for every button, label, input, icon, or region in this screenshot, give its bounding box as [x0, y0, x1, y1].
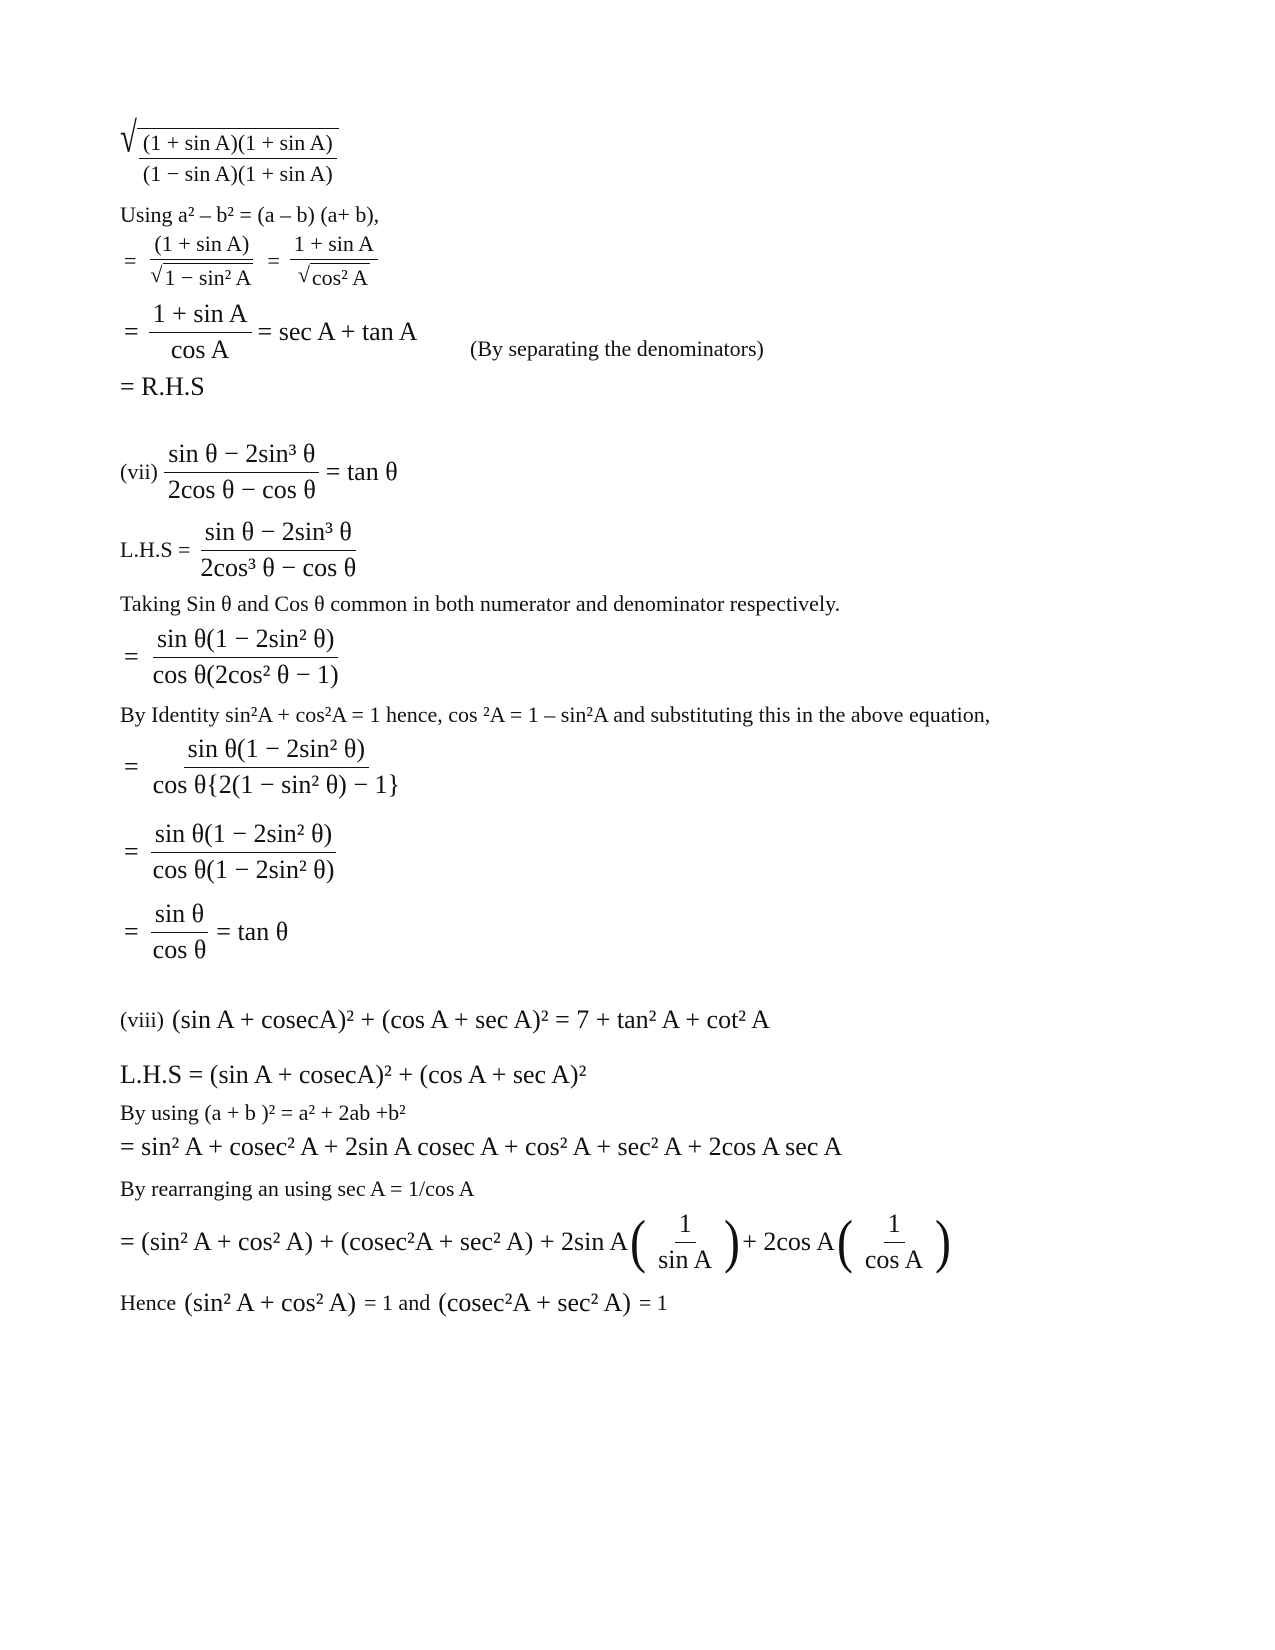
regroup-frac1-denominator: sin A	[658, 1244, 713, 1274]
vii-step3: = $\frac{\text{sin θ(1 − 2sin² θ)}}{\text{cos θ(1 − 2sin² θ)}}$	[120, 820, 344, 884]
frac2-numerator: 1 + sin A	[290, 232, 378, 260]
vii-step1: = $\frac{\text{sin θ(1 − 2sin² θ)}}{\text{cos θ(2cos² θ − 1)}}$	[120, 625, 349, 689]
rearranging-text: By rearranging an using sec A = 1/cos A	[120, 1176, 475, 1201]
vii-lhs-numerator: sin θ − 2sin³ θ	[201, 518, 356, 551]
frac1-numerator: (1 + sin A)	[150, 232, 253, 260]
vii-step2: = $\frac{\text{sin θ(1 − 2sin² θ)}}{\text{cos θ\{2(1 − sin² θ) − 1\}}}$	[120, 735, 410, 799]
viii-regroup-prefix: = (sin² A + cos² A) + (cosec²A + sec² A) + 2sin A	[120, 1227, 629, 1257]
sqrt-symbol: √	[120, 113, 137, 162]
vii-s3-denominator: cos θ(1 − 2sin² θ)	[152, 854, 335, 884]
taking-common-text: Taking Sin θ and Cos θ common in both numerator and denominator respectively.	[120, 591, 841, 616]
viii-question: (sin A + cosecA)² + (cos A + sec A)² = 7 + tan² A + cot² A	[172, 1005, 770, 1034]
hence-label: Hence	[120, 1290, 177, 1315]
viii-regroup: = (sin² A + cos² A) + (cosec²A + sec² A) + 2sin A ( $\frac{1}{\text{sin A}}$ ) + 2cos A ( $\frac{1}{\text{cos A}}$ )	[120, 1208, 952, 1275]
step-sec-tan: = $\frac{\text{1 + sin A}}{\text{cos A}}$ = sec A + tan A	[124, 299, 418, 364]
vii-s2-denominator: cos θ{2(1 − sin² θ) − 1}	[152, 769, 400, 799]
viii-expanded: = sin² A + cosec² A + 2sin A cosec A + cos² A + sec² A + 2cos A sec A	[120, 1132, 843, 1161]
vii-step4: = $\frac{\text{sin θ}}{\text{cos θ}}$ = tan θ	[124, 899, 289, 964]
separating-note: (By separating the denominators)	[470, 336, 764, 361]
vii-s1-numerator: sin θ(1 − 2sin² θ)	[153, 625, 338, 658]
vii-lhs	[120, 518, 366, 582]
hence-eq1: = 1 and	[364, 1290, 431, 1315]
vii-s2-numerator: sin θ(1 − 2sin² θ)	[184, 735, 369, 768]
regroup-frac2-denominator: cos A	[864, 1244, 924, 1274]
vii-q-numerator: sin θ − 2sin³ θ	[164, 440, 319, 473]
hence-expr2: (cosec²A + sec² A)	[438, 1288, 631, 1317]
frac3-denominator: cos A	[170, 334, 230, 364]
hence-eq2: = 1	[638, 1290, 668, 1315]
vii-s4-rhs: = tan θ	[216, 917, 289, 947]
using-square-text: By using (a + b )² = a² + 2ab +b²	[120, 1100, 406, 1125]
step-frac-sqrt: = (1 + sin A) √ 1 − sin² A = 1 + sin A √ cos² A	[120, 232, 384, 290]
frac3-numerator: 1 + sin A	[149, 300, 252, 333]
sqrt-numerator: (1 + sin A)(1 + sin A)	[139, 131, 337, 159]
sqrt-expression	[120, 113, 339, 187]
viii-hence	[120, 1288, 668, 1318]
hence-expr1: (sin² A + cos² A)	[184, 1288, 357, 1317]
vii-q-denominator: 2cos θ − cos θ	[167, 474, 316, 504]
regroup-frac1-numerator: 1	[675, 1210, 696, 1243]
viii-regroup-mid: + 2cos A	[742, 1227, 835, 1257]
question-viii	[120, 1005, 770, 1035]
identity-note: By Identity sin²A + cos²A = 1 hence, cos ²A = 1 – sin²A and substituting this in the above equation,	[120, 702, 991, 727]
label-vii: (vii)	[120, 459, 158, 485]
regroup-frac2-numerator: 1	[884, 1210, 905, 1243]
vii-lhs-label: L.H.S =	[120, 537, 191, 563]
frac2-denominator: cos² A	[311, 265, 368, 291]
vii-s4-denominator: cos θ	[152, 934, 207, 964]
vii-q-rhs: = tan θ	[325, 457, 398, 487]
frac3-result: = sec A + tan A	[257, 317, 418, 347]
vii-lhs-denominator: 2cos³ θ − cos θ	[200, 552, 357, 582]
sqrt-denominator: (1 − sin A)(1 + sin A)	[142, 161, 333, 187]
vii-s3-numerator: sin θ(1 − 2sin² θ)	[151, 820, 336, 853]
viii-lhs: L.H.S = (sin A + cosecA)² + (cos A + sec A)²	[120, 1060, 587, 1089]
label-viii: (viii)	[120, 1007, 164, 1032]
frac1-denominator: 1 − sin² A	[164, 265, 252, 291]
using-identity-text: Using a² – b² = (a – b) (a+ b),	[120, 202, 380, 227]
vii-s1-denominator: cos θ(2cos² θ − 1)	[152, 659, 339, 689]
rhs-line: = R.H.S	[120, 372, 205, 401]
question-vii	[120, 440, 398, 504]
vii-s4-numerator: sin θ	[151, 900, 208, 933]
